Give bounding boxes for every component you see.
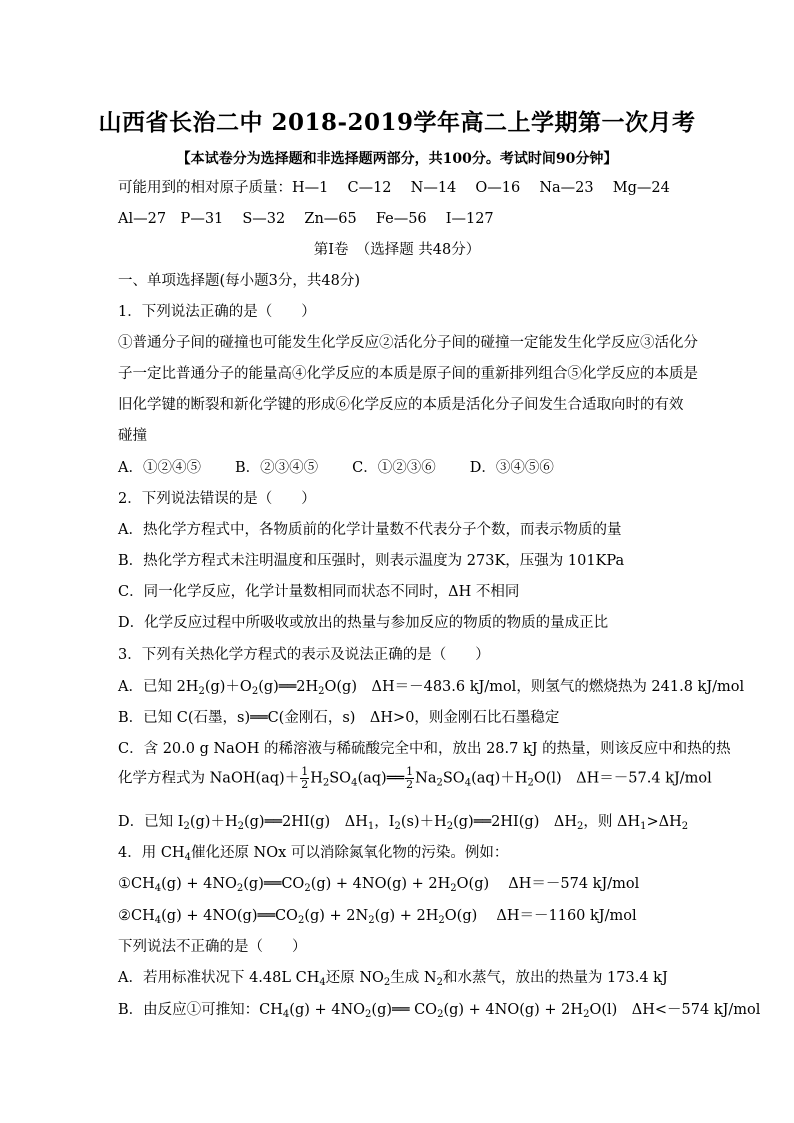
q3-option-c-line-2[interactable]: 化学方程式为 NaOH(aq)＋ $\frac{1}{2}$ $H_2SO_4(aq)══$ $\frac{1}{2}$ $Na_2SO_4(aq)+H_2O(l)$ ΔH＝－57.4 kJ/mol	[118, 765, 712, 791]
q4-option-a[interactable]: A．若用标准状况下 4.48L $CH_4$还原 $NO_2$生成 $N_2$和水蒸气，放出的热量为 173.4 kJ	[118, 970, 668, 988]
page-title: 山西省长治二中 2018-2019学年高二上学期第一次月考	[98, 109, 696, 136]
q3-option-c-line-1[interactable]: C．含 20.0 g NaOH 的稀溶液与稀硫酸完全中和，放出 28.7 kJ 的热量，则该反应中和热的热	[118, 741, 731, 757]
q1-option-b[interactable]: B．②③④⑤	[234, 460, 319, 476]
fraction-one-half: $\frac{1}{2}$	[301, 765, 309, 791]
q1-body-line: 子一定比普通分子的能量高④化学反应的本质是原子间的重新排列组合⑤化学反应的本质是	[118, 366, 698, 382]
atomic-masses-line-1: 可能用到的相对原子质量：H—1 C—12 N—14 O—16 Na—23 Mg—24	[118, 180, 670, 196]
q2-option-c[interactable]: C．同一化学反应，化学计量数相同而状态不同时，ΔH 不相同	[118, 584, 520, 600]
fraction-one-half: $\frac{1}{2}$	[406, 765, 414, 791]
exam-notice: 【本试卷分为选择题和非选择题两部分，共100分。考试时间90分钟】	[176, 151, 618, 167]
q2-option-d[interactable]: D．化学反应过程中所吸收或放出的热量与参加反应的物质的物质的量成正比	[118, 615, 609, 631]
q1-options	[118, 456, 588, 477]
section-heading: 一、单项选择题(每小题3分，共48分)	[118, 273, 360, 289]
atomic-masses-line-2: Al—27 P—31 S—32 Zn—65 Fe—56 I—127	[118, 211, 494, 227]
q2-stem: 2．下列说法错误的是（ ）	[118, 491, 316, 507]
q1-option-c[interactable]: C．①②③⑥	[352, 460, 436, 476]
q4-reaction-1: $①CH_4(g)$ + $4NO_2(g)══CO_2(g) + 4NO(g) + 2H_2O(g)$ ΔH＝－574 kJ/mol	[118, 876, 640, 894]
q3-option-d[interactable]: D．已知 $I_2(g)+H_2(g)══2HI(g)$ $\Delta H_1$，$I_2(s)+H_2(g)══2HI(g)$ $\Delta H_2$，则 $\Delta H_1>\Delta H_2$	[118, 814, 689, 832]
q2-option-a[interactable]: A．热化学方程式中，各物质前的化学计量数不代表分子个数，而表示物质的量	[118, 522, 622, 538]
q3-option-a[interactable]: A．已知 $2H_2(g)+O_2(g)══2H_2O(g)$ ΔH＝－483.6 kJ/mol，则氢气的燃烧热为 241.8 kJ/mol	[118, 679, 745, 697]
q4-stem: 4．用 $CH_4$催化还原 NOx 可以消除氮氧化物的污染。例如：	[118, 845, 509, 863]
part-heading: 第Ⅰ卷 （选择题 共48分）	[313, 242, 481, 258]
q4-option-b[interactable]: B．由反应①可推知：$CH_4(g)$ + $4NO_2(g)══$ $CO_2(g) + 4NO(g) + 2H_2O(l)$ ΔH<－574 kJ/mol	[118, 1002, 761, 1020]
q4-reaction-2: $②CH_4(g)$ + $4NO(g)══CO_2(g) + 2N_2(g) + 2H_2O(g)$ ΔH＝－1160 kJ/mol	[118, 908, 637, 926]
q1-option-a[interactable]: A．①②④⑤	[118, 460, 201, 476]
q4-question: 下列说法不正确的是（ ）	[118, 939, 307, 955]
q2-option-b[interactable]: B．热化学方程式未注明温度和压强时，则表示温度为 273K，压强为 101KPa	[118, 553, 625, 569]
q1-stem: 1．下列说法正确的是（ ）	[118, 304, 316, 320]
q1-body-line: 碰撞	[118, 428, 147, 444]
q1-body-line: 旧化学键的断裂和新化学键的形成⑥化学反应的本质是活化分子间发生合适取向时的有效	[118, 397, 684, 413]
q1-body-line: ①普通分子间的碰撞也可能发生化学反应②活化分子间的碰撞一定能发生化学反应③活化分	[118, 335, 698, 351]
q1-option-d[interactable]: D．③④⑤⑥	[469, 460, 554, 476]
q3-stem: 3．下列有关热化学方程式的表示及说法正确的是（ ）	[118, 647, 490, 663]
q3-option-b[interactable]: B．已知 C(石墨，s)══C(金刚石，s) ΔH>0，则金刚石比石墨稳定	[118, 710, 560, 726]
